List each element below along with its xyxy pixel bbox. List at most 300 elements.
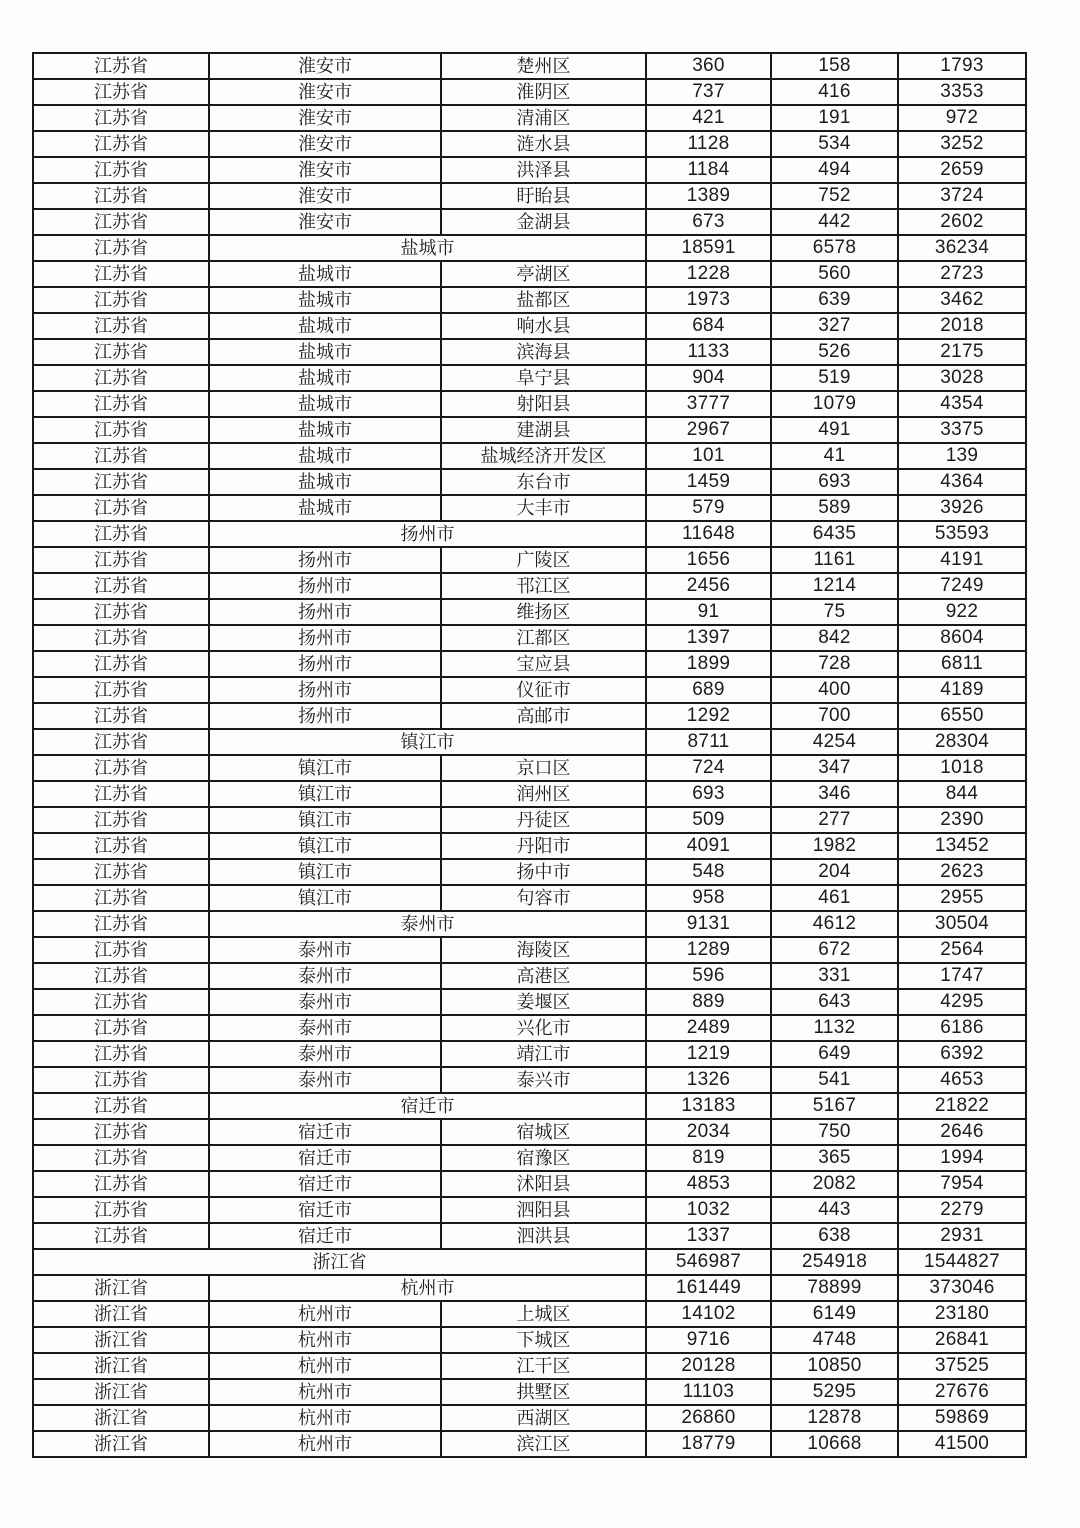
table-row [33, 1015, 1026, 1041]
value-cell: 347 [771, 755, 898, 781]
city-total-cell: 杭州市 [209, 1275, 646, 1301]
province-cell: 江苏省 [33, 859, 209, 885]
value-cell: 10850 [771, 1353, 898, 1379]
city-cell: 宿迁市 [209, 1145, 441, 1171]
table-row [33, 235, 1026, 261]
value-cell: 2623 [898, 859, 1026, 885]
table-row [33, 1353, 1026, 1379]
province-cell: 江苏省 [33, 963, 209, 989]
value-cell: 2034 [646, 1119, 771, 1145]
province-cell: 江苏省 [33, 911, 209, 937]
city-total-cell: 盐城市 [209, 235, 646, 261]
district-cell: 广陵区 [441, 547, 646, 573]
table-row [33, 989, 1026, 1015]
value-cell: 2602 [898, 209, 1026, 235]
value-cell: 8604 [898, 625, 1026, 651]
value-cell: 161449 [646, 1275, 771, 1301]
value-cell: 365 [771, 1145, 898, 1171]
value-cell: 1994 [898, 1145, 1026, 1171]
table-row [33, 651, 1026, 677]
table-row [33, 703, 1026, 729]
city-cell: 盐城市 [209, 469, 441, 495]
value-cell: 416 [771, 79, 898, 105]
value-cell: 14102 [646, 1301, 771, 1327]
value-cell: 36234 [898, 235, 1026, 261]
value-cell: 331 [771, 963, 898, 989]
district-cell: 泰兴市 [441, 1067, 646, 1093]
value-cell: 1656 [646, 547, 771, 573]
province-cell: 江苏省 [33, 157, 209, 183]
table-row [33, 1223, 1026, 1249]
district-cell: 江干区 [441, 1353, 646, 1379]
value-cell: 1747 [898, 963, 1026, 989]
district-cell: 上城区 [441, 1301, 646, 1327]
table-row [33, 443, 1026, 469]
value-cell: 643 [771, 989, 898, 1015]
table-row [33, 469, 1026, 495]
province-cell: 江苏省 [33, 261, 209, 287]
province-cell: 浙江省 [33, 1353, 209, 1379]
value-cell: 1214 [771, 573, 898, 599]
table-row [33, 1119, 1026, 1145]
city-cell: 淮安市 [209, 79, 441, 105]
value-cell: 579 [646, 495, 771, 521]
value-cell: 1161 [771, 547, 898, 573]
value-cell: 443 [771, 1197, 898, 1223]
value-cell: 11103 [646, 1379, 771, 1405]
value-cell: 889 [646, 989, 771, 1015]
table-row [33, 313, 1026, 339]
district-cell: 丹阳市 [441, 833, 646, 859]
table-row [33, 781, 1026, 807]
city-cell: 盐城市 [209, 417, 441, 443]
province-cell: 江苏省 [33, 443, 209, 469]
city-cell: 扬州市 [209, 599, 441, 625]
value-cell: 400 [771, 677, 898, 703]
district-cell: 西湖区 [441, 1405, 646, 1431]
value-cell: 4254 [771, 729, 898, 755]
value-cell: 4191 [898, 547, 1026, 573]
value-cell: 23180 [898, 1301, 1026, 1327]
value-cell: 1032 [646, 1197, 771, 1223]
city-cell: 扬州市 [209, 651, 441, 677]
province-cell: 江苏省 [33, 495, 209, 521]
value-cell: 672 [771, 937, 898, 963]
table-row [33, 1041, 1026, 1067]
value-cell: 4189 [898, 677, 1026, 703]
district-cell: 盱眙县 [441, 183, 646, 209]
city-total-cell: 泰州市 [209, 911, 646, 937]
value-cell: 204 [771, 859, 898, 885]
table-row [33, 911, 1026, 937]
city-cell: 泰州市 [209, 937, 441, 963]
district-cell: 靖江市 [441, 1041, 646, 1067]
value-cell: 1079 [771, 391, 898, 417]
district-cell: 洪泽县 [441, 157, 646, 183]
table-row [33, 521, 1026, 547]
table-row [33, 53, 1026, 79]
value-cell: 18779 [646, 1431, 771, 1457]
value-cell: 277 [771, 807, 898, 833]
city-cell: 盐城市 [209, 495, 441, 521]
value-cell: 1899 [646, 651, 771, 677]
table-row [33, 1093, 1026, 1119]
city-cell: 宿迁市 [209, 1223, 441, 1249]
district-cell: 滨江区 [441, 1431, 646, 1457]
province-cell: 江苏省 [33, 625, 209, 651]
value-cell: 649 [771, 1041, 898, 1067]
province-cell: 江苏省 [33, 287, 209, 313]
table-row [33, 1405, 1026, 1431]
province-cell: 江苏省 [33, 469, 209, 495]
value-cell: 639 [771, 287, 898, 313]
district-cell: 江都区 [441, 625, 646, 651]
province-cell: 江苏省 [33, 209, 209, 235]
city-total-cell: 镇江市 [209, 729, 646, 755]
city-cell: 杭州市 [209, 1301, 441, 1327]
value-cell: 11648 [646, 521, 771, 547]
table-row [33, 677, 1026, 703]
province-cell: 江苏省 [33, 1119, 209, 1145]
value-cell: 53593 [898, 521, 1026, 547]
city-cell: 淮安市 [209, 209, 441, 235]
table-row [33, 963, 1026, 989]
district-cell: 京口区 [441, 755, 646, 781]
value-cell: 3724 [898, 183, 1026, 209]
value-cell: 638 [771, 1223, 898, 1249]
province-cell: 江苏省 [33, 885, 209, 911]
value-cell: 2489 [646, 1015, 771, 1041]
value-cell: 191 [771, 105, 898, 131]
value-cell: 491 [771, 417, 898, 443]
district-cell: 大丰市 [441, 495, 646, 521]
city-cell: 镇江市 [209, 755, 441, 781]
province-cell: 江苏省 [33, 1197, 209, 1223]
province-cell: 江苏省 [33, 729, 209, 755]
city-cell: 盐城市 [209, 287, 441, 313]
district-cell: 海陵区 [441, 937, 646, 963]
value-cell: 1793 [898, 53, 1026, 79]
city-cell: 盐城市 [209, 339, 441, 365]
province-cell: 江苏省 [33, 547, 209, 573]
district-cell: 盐城经济开发区 [441, 443, 646, 469]
district-cell: 清浦区 [441, 105, 646, 131]
value-cell: 1397 [646, 625, 771, 651]
province-cell: 江苏省 [33, 1223, 209, 1249]
table-row [33, 729, 1026, 755]
value-cell: 421 [646, 105, 771, 131]
province-cell: 江苏省 [33, 703, 209, 729]
province-cell: 江苏省 [33, 833, 209, 859]
value-cell: 6811 [898, 651, 1026, 677]
city-cell: 杭州市 [209, 1353, 441, 1379]
city-cell: 镇江市 [209, 807, 441, 833]
value-cell: 6578 [771, 235, 898, 261]
city-cell: 镇江市 [209, 859, 441, 885]
value-cell: 1289 [646, 937, 771, 963]
district-cell: 扬中市 [441, 859, 646, 885]
value-cell: 689 [646, 677, 771, 703]
province-cell: 江苏省 [33, 1041, 209, 1067]
province-cell: 江苏省 [33, 339, 209, 365]
city-cell: 扬州市 [209, 547, 441, 573]
value-cell: 596 [646, 963, 771, 989]
value-cell: 842 [771, 625, 898, 651]
value-cell: 1326 [646, 1067, 771, 1093]
city-cell: 泰州市 [209, 1067, 441, 1093]
value-cell: 1219 [646, 1041, 771, 1067]
city-cell: 泰州市 [209, 963, 441, 989]
value-cell: 360 [646, 53, 771, 79]
province-cell: 江苏省 [33, 53, 209, 79]
city-cell: 盐城市 [209, 261, 441, 287]
province-cell: 浙江省 [33, 1301, 209, 1327]
value-cell: 4295 [898, 989, 1026, 1015]
table-row [33, 365, 1026, 391]
city-cell: 淮安市 [209, 105, 441, 131]
value-cell: 819 [646, 1145, 771, 1171]
value-cell: 6392 [898, 1041, 1026, 1067]
table-row [33, 261, 1026, 287]
province-cell: 江苏省 [33, 79, 209, 105]
district-cell: 沭阳县 [441, 1171, 646, 1197]
value-cell: 546987 [646, 1249, 771, 1275]
district-cell: 泗阳县 [441, 1197, 646, 1223]
value-cell: 2967 [646, 417, 771, 443]
value-cell: 752 [771, 183, 898, 209]
value-cell: 2723 [898, 261, 1026, 287]
value-cell: 560 [771, 261, 898, 287]
value-cell: 1982 [771, 833, 898, 859]
value-cell: 41 [771, 443, 898, 469]
district-cell: 涟水县 [441, 131, 646, 157]
value-cell: 9131 [646, 911, 771, 937]
province-cell: 江苏省 [33, 755, 209, 781]
value-cell: 327 [771, 313, 898, 339]
value-cell: 28304 [898, 729, 1026, 755]
province-cell: 浙江省 [33, 1379, 209, 1405]
table-body [33, 53, 1026, 1457]
city-cell: 盐城市 [209, 443, 441, 469]
city-cell: 盐城市 [209, 313, 441, 339]
value-cell: 26841 [898, 1327, 1026, 1353]
district-cell: 姜堰区 [441, 989, 646, 1015]
value-cell: 958 [646, 885, 771, 911]
district-cell: 楚州区 [441, 53, 646, 79]
value-cell: 442 [771, 209, 898, 235]
table-row [33, 885, 1026, 911]
value-cell: 346 [771, 781, 898, 807]
value-cell: 4653 [898, 1067, 1026, 1093]
value-cell: 2390 [898, 807, 1026, 833]
table-row [33, 339, 1026, 365]
province-cell: 江苏省 [33, 391, 209, 417]
value-cell: 548 [646, 859, 771, 885]
value-cell: 922 [898, 599, 1026, 625]
district-cell: 亭湖区 [441, 261, 646, 287]
value-cell: 750 [771, 1119, 898, 1145]
value-cell: 737 [646, 79, 771, 105]
table-row [33, 1249, 1026, 1275]
city-cell: 淮安市 [209, 53, 441, 79]
value-cell: 78899 [771, 1275, 898, 1301]
value-cell: 1132 [771, 1015, 898, 1041]
district-cell: 宿豫区 [441, 1145, 646, 1171]
value-cell: 3353 [898, 79, 1026, 105]
value-cell: 1973 [646, 287, 771, 313]
table-row [33, 1431, 1026, 1457]
table-row [33, 1327, 1026, 1353]
value-cell: 2018 [898, 313, 1026, 339]
value-cell: 59869 [898, 1405, 1026, 1431]
province-cell: 江苏省 [33, 1145, 209, 1171]
province-cell: 江苏省 [33, 417, 209, 443]
value-cell: 9716 [646, 1327, 771, 1353]
value-cell: 494 [771, 157, 898, 183]
table-row [33, 833, 1026, 859]
value-cell: 41500 [898, 1431, 1026, 1457]
province-cell: 江苏省 [33, 183, 209, 209]
value-cell: 2456 [646, 573, 771, 599]
value-cell: 673 [646, 209, 771, 235]
table-row [33, 599, 1026, 625]
city-cell: 镇江市 [209, 885, 441, 911]
district-cell: 建湖县 [441, 417, 646, 443]
value-cell: 461 [771, 885, 898, 911]
value-cell: 2646 [898, 1119, 1026, 1145]
value-cell: 4364 [898, 469, 1026, 495]
district-cell: 仪征市 [441, 677, 646, 703]
value-cell: 5295 [771, 1379, 898, 1405]
value-cell: 7249 [898, 573, 1026, 599]
value-cell: 1133 [646, 339, 771, 365]
value-cell: 4612 [771, 911, 898, 937]
province-cell: 江苏省 [33, 573, 209, 599]
value-cell: 724 [646, 755, 771, 781]
district-cell: 邗江区 [441, 573, 646, 599]
table-row [33, 131, 1026, 157]
city-cell: 扬州市 [209, 703, 441, 729]
value-cell: 21822 [898, 1093, 1026, 1119]
district-cell: 东台市 [441, 469, 646, 495]
district-cell: 维扬区 [441, 599, 646, 625]
value-cell: 534 [771, 131, 898, 157]
value-cell: 1128 [646, 131, 771, 157]
value-cell: 2564 [898, 937, 1026, 963]
table-row [33, 547, 1026, 573]
value-cell: 373046 [898, 1275, 1026, 1301]
table-row [33, 937, 1026, 963]
province-cell: 江苏省 [33, 365, 209, 391]
value-cell: 3252 [898, 131, 1026, 157]
province-cell: 江苏省 [33, 651, 209, 677]
district-cell: 淮阴区 [441, 79, 646, 105]
value-cell: 844 [898, 781, 1026, 807]
value-cell: 2659 [898, 157, 1026, 183]
city-cell: 宿迁市 [209, 1197, 441, 1223]
table-row [33, 209, 1026, 235]
table-row [33, 755, 1026, 781]
province-cell: 江苏省 [33, 937, 209, 963]
city-cell: 宿迁市 [209, 1119, 441, 1145]
province-cell: 江苏省 [33, 235, 209, 261]
province-cell: 浙江省 [33, 1327, 209, 1353]
value-cell: 2955 [898, 885, 1026, 911]
city-cell: 杭州市 [209, 1327, 441, 1353]
province-cell: 江苏省 [33, 989, 209, 1015]
city-cell: 盐城市 [209, 391, 441, 417]
city-cell: 杭州市 [209, 1405, 441, 1431]
table-row [33, 391, 1026, 417]
value-cell: 20128 [646, 1353, 771, 1379]
value-cell: 2175 [898, 339, 1026, 365]
value-cell: 26860 [646, 1405, 771, 1431]
city-cell: 扬州市 [209, 573, 441, 599]
value-cell: 904 [646, 365, 771, 391]
city-total-cell: 宿迁市 [209, 1093, 646, 1119]
city-cell: 扬州市 [209, 677, 441, 703]
table-row [33, 1301, 1026, 1327]
value-cell: 13183 [646, 1093, 771, 1119]
table-row [33, 79, 1026, 105]
city-cell: 宿迁市 [209, 1171, 441, 1197]
value-cell: 1018 [898, 755, 1026, 781]
table-row [33, 495, 1026, 521]
value-cell: 4091 [646, 833, 771, 859]
district-cell: 宿城区 [441, 1119, 646, 1145]
value-cell: 30504 [898, 911, 1026, 937]
value-cell: 3777 [646, 391, 771, 417]
value-cell: 27676 [898, 1379, 1026, 1405]
value-cell: 158 [771, 53, 898, 79]
district-cell: 拱墅区 [441, 1379, 646, 1405]
value-cell: 2931 [898, 1223, 1026, 1249]
value-cell: 91 [646, 599, 771, 625]
value-cell: 3926 [898, 495, 1026, 521]
value-cell: 6435 [771, 521, 898, 547]
value-cell: 693 [771, 469, 898, 495]
district-cell: 响水县 [441, 313, 646, 339]
value-cell: 18591 [646, 235, 771, 261]
value-cell: 6186 [898, 1015, 1026, 1041]
province-city-district-statistics-table [32, 52, 1027, 1458]
province-cell: 江苏省 [33, 105, 209, 131]
province-cell: 江苏省 [33, 1171, 209, 1197]
value-cell: 693 [646, 781, 771, 807]
province-cell: 江苏省 [33, 807, 209, 833]
value-cell: 10668 [771, 1431, 898, 1457]
table-row [33, 1379, 1026, 1405]
district-cell: 润州区 [441, 781, 646, 807]
table-row [33, 859, 1026, 885]
value-cell: 139 [898, 443, 1026, 469]
value-cell: 1337 [646, 1223, 771, 1249]
table-row [33, 807, 1026, 833]
province-cell: 江苏省 [33, 677, 209, 703]
value-cell: 3028 [898, 365, 1026, 391]
value-cell: 4748 [771, 1327, 898, 1353]
table-row [33, 1275, 1026, 1301]
province-cell: 江苏省 [33, 131, 209, 157]
district-cell: 射阳县 [441, 391, 646, 417]
value-cell: 4853 [646, 1171, 771, 1197]
value-cell: 13452 [898, 833, 1026, 859]
district-cell: 阜宁县 [441, 365, 646, 391]
district-cell: 盐都区 [441, 287, 646, 313]
province-cell: 江苏省 [33, 1067, 209, 1093]
district-cell: 高港区 [441, 963, 646, 989]
value-cell: 1544827 [898, 1249, 1026, 1275]
